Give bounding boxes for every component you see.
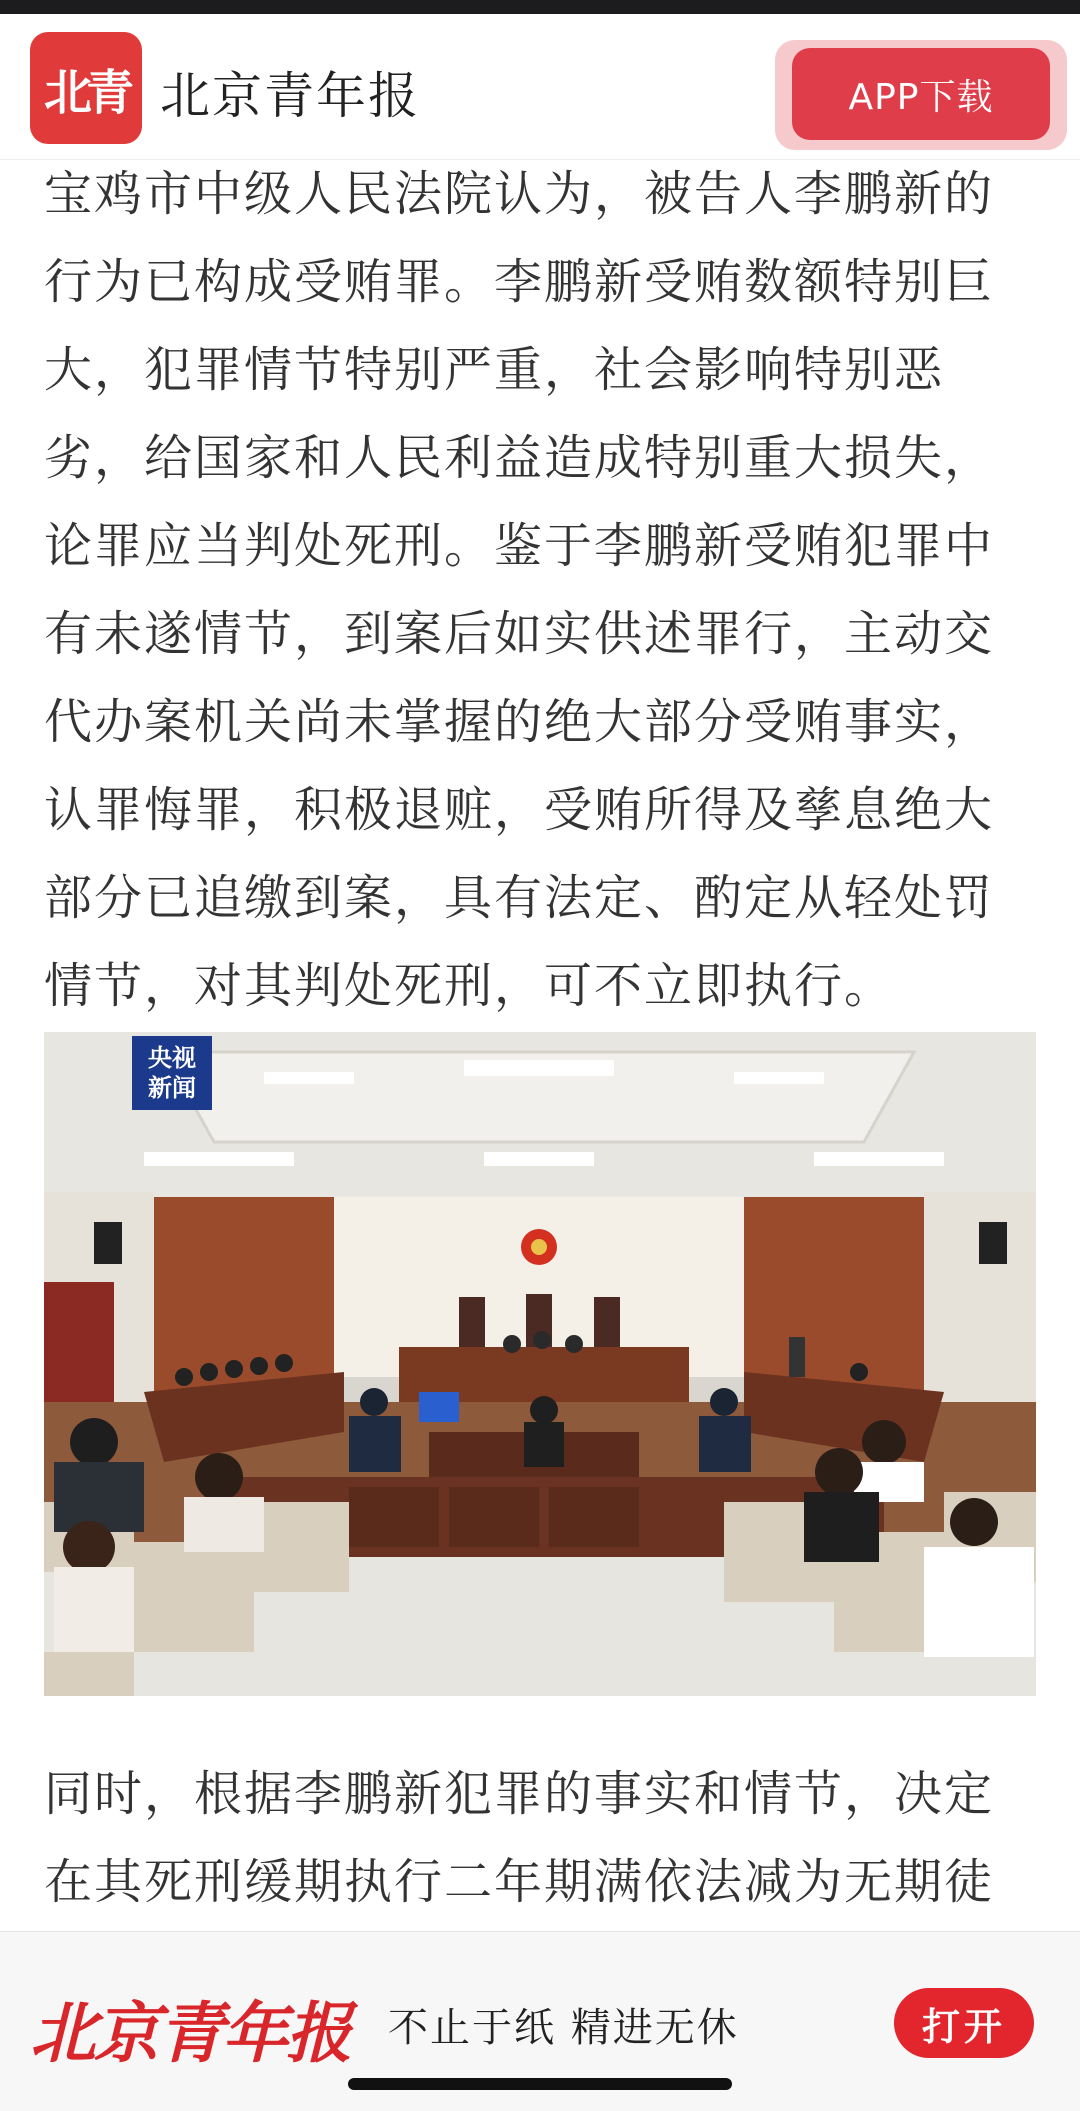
- open-app-button[interactable]: 打开: [894, 1988, 1034, 2058]
- courtroom-illustration: [44, 1032, 1036, 1696]
- paragraph-line: 行为已构成受贿罪。李鹏新受贿数额特别巨: [44, 254, 995, 310]
- paragraph-line: 劣，给国家和人民利益造成特别重大损失，: [44, 430, 995, 486]
- article-paragraph-1: [44, 150, 1044, 1030]
- home-indicator[interactable]: [348, 2078, 732, 2090]
- courtroom-photo[interactable]: [44, 1032, 1036, 1696]
- banner-logo: 北京青年报: [30, 1994, 350, 2072]
- article-paragraph-2: [44, 1750, 1044, 1926]
- paragraph-line: 部分已追缴到案，具有法定、酌定从轻处罚: [44, 870, 995, 926]
- app-download-button[interactable]: APP下载: [792, 48, 1050, 140]
- paragraph-line: 论罪应当判处死刑。鉴于李鹏新受贿犯罪中: [44, 518, 995, 574]
- status-bar: [0, 0, 1080, 14]
- paragraph-line: 代办案机关尚未掌握的绝大部分受贿事实，: [44, 694, 995, 750]
- paragraph-line: 在其死刑缓期执行二年期满依法减为无期徒: [44, 1854, 995, 1910]
- paragraph-line: 有未遂情节，到案后如实供述罪行，主动交: [44, 606, 995, 662]
- paragraph-line: 大，犯罪情节特别严重，社会影响特别恶: [44, 342, 945, 398]
- site-header: [0, 14, 1080, 160]
- paragraph-line: 同时，根据李鹏新犯罪的事实和情节，决定: [44, 1766, 995, 1822]
- site-name[interactable]: 北京青年报: [160, 67, 420, 125]
- banner-slogan: 不止于纸 精进无休: [388, 2005, 739, 2051]
- paragraph-line: 认罪悔罪，积极退赃，受贿所得及孳息绝大: [44, 782, 995, 838]
- paragraph-line: 宝鸡市中级人民法院认为，被告人李鹏新的: [44, 166, 995, 222]
- cctv-news-badge: [132, 1036, 212, 1110]
- paragraph-line: 情节，对其判处死刑，可不立即执行。: [44, 958, 895, 1014]
- site-logo[interactable]: 北青: [30, 32, 142, 144]
- badge-line: 央视: [148, 1044, 196, 1072]
- badge-line: 新闻: [148, 1074, 196, 1102]
